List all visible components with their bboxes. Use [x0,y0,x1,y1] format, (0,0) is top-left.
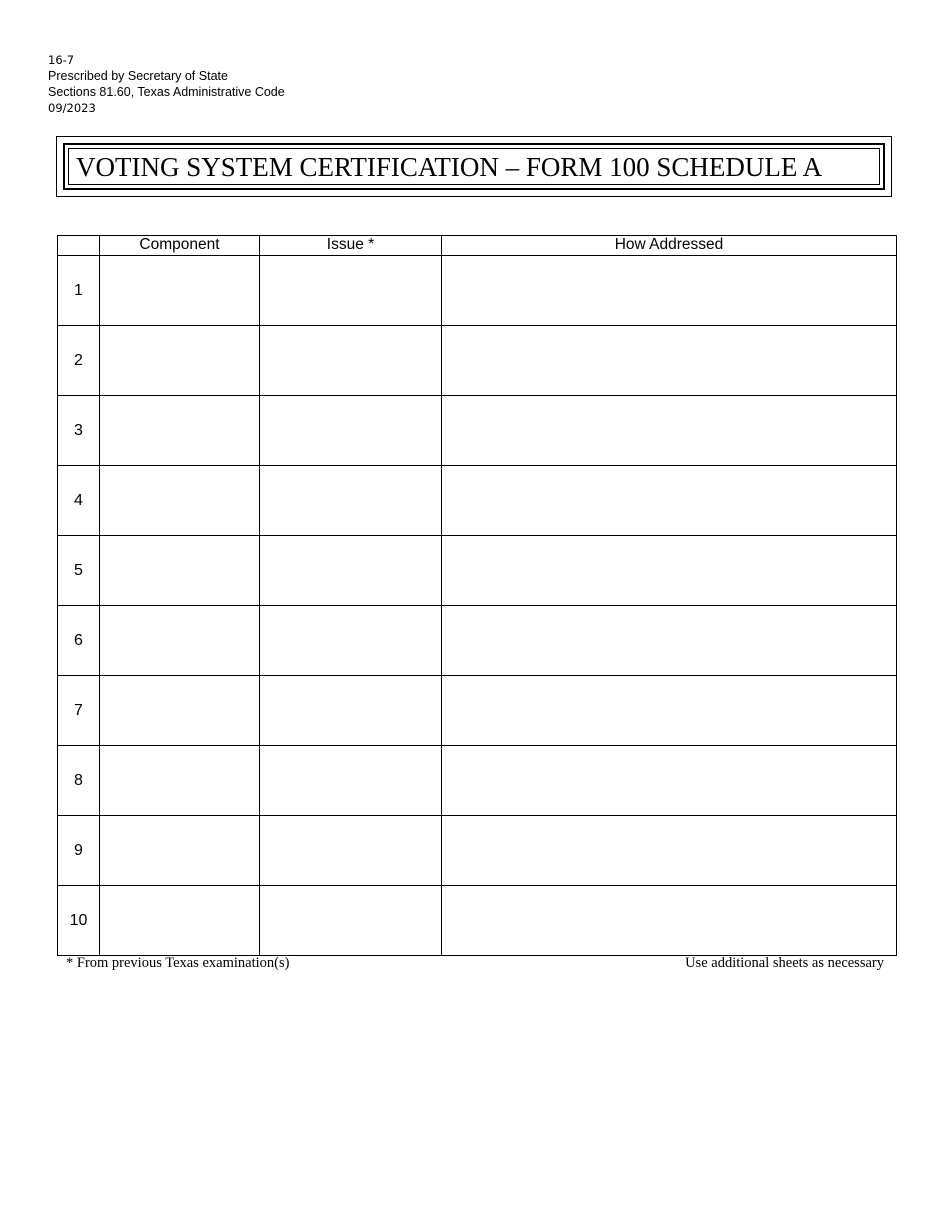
component-cell[interactable] [100,396,260,466]
table-row [58,466,897,536]
row-number: 9 [58,816,100,886]
how-addressed-cell[interactable] [442,676,897,746]
issue-cell[interactable] [260,466,442,536]
row-number: 6 [58,606,100,676]
table-row [58,816,897,886]
form-title: VOTING SYSTEM CERTIFICATION – FORM 100 SCHEDULE A [68,148,880,185]
row-number: 10 [58,886,100,956]
row-number: 3 [58,396,100,466]
issue-cell[interactable] [260,606,442,676]
issue-cell[interactable] [260,536,442,606]
how-addressed-cell[interactable] [442,396,897,466]
form-header [48,52,285,116]
code-sections: Sections 81.60, Texas Administrative Code [48,85,285,99]
component-cell[interactable] [100,676,260,746]
row-number: 1 [58,256,100,326]
table-row [58,676,897,746]
component-cell[interactable] [100,886,260,956]
row-number: 7 [58,676,100,746]
row-number: 4 [58,466,100,536]
how-addressed-cell[interactable] [442,746,897,816]
component-cell[interactable] [100,816,260,886]
row-number: 2 [58,326,100,396]
table-row [58,746,897,816]
table-row [58,886,897,956]
issue-cell[interactable] [260,746,442,816]
row-number: 5 [58,536,100,606]
column-header-issue: Issue * [260,236,442,256]
how-addressed-cell[interactable] [442,606,897,676]
table-row [58,396,897,466]
title-box [56,136,892,197]
column-header-component: Component [100,236,260,256]
row-number: 8 [58,746,100,816]
component-cell[interactable] [100,256,260,326]
table-row [58,606,897,676]
column-header-number [58,236,100,256]
how-addressed-cell[interactable] [442,466,897,536]
how-addressed-cell[interactable] [442,256,897,326]
column-header-how-addressed: How Addressed [442,236,897,256]
issue-cell[interactable] [260,326,442,396]
component-cell[interactable] [100,606,260,676]
table-row [58,256,897,326]
table-row [58,326,897,396]
how-addressed-cell[interactable] [442,536,897,606]
issue-cell[interactable] [260,816,442,886]
prescribed-by: Prescribed by Secretary of State [48,69,228,83]
form-date: 09/2023 [48,101,96,115]
how-addressed-cell[interactable] [442,326,897,396]
table-header-row [58,236,897,256]
issue-cell[interactable] [260,256,442,326]
footnote: * From previous Texas examination(s) [66,955,290,971]
how-addressed-cell[interactable] [442,886,897,956]
issue-cell[interactable] [260,886,442,956]
how-addressed-cell[interactable] [442,816,897,886]
component-cell[interactable] [100,536,260,606]
issue-cell[interactable] [260,396,442,466]
component-cell[interactable] [100,466,260,536]
schedule-table [57,235,897,956]
issue-cell[interactable] [260,676,442,746]
component-cell[interactable] [100,326,260,396]
table-row [58,536,897,606]
additional-sheets-note: Use additional sheets as necessary [685,955,884,971]
component-cell[interactable] [100,746,260,816]
form-code: 16-7 [48,53,75,67]
